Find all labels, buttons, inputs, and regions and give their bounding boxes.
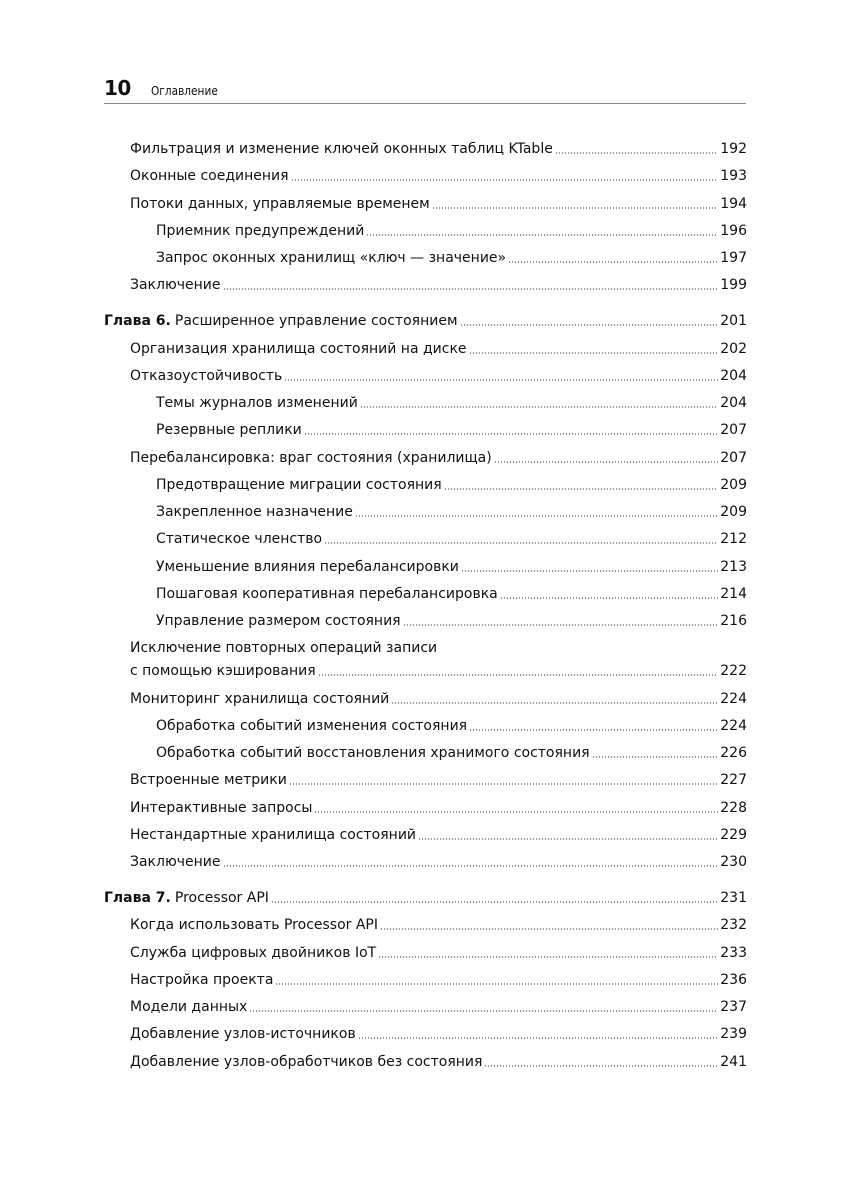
toc-entry	[104, 1024, 747, 1044]
page-number: 10	[104, 76, 131, 100]
toc-leader-dots	[358, 1037, 719, 1039]
toc-leader-dots	[380, 928, 718, 930]
toc-entry-title: Резервные реплики	[156, 422, 302, 439]
toc-entry	[104, 339, 747, 359]
toc-entry-title: Перебалансировка: враг состояния (хранилища)	[130, 449, 492, 466]
toc-chapter-label: Глава 6.	[104, 313, 171, 330]
toc-entry-title: Фильтрация и изменение ключей оконных таблиц KTable	[130, 141, 553, 157]
toc-entry-title: Настройка проекта	[130, 971, 274, 988]
toc-entry-page: 199	[720, 277, 747, 294]
toc-entry-page: 202	[720, 340, 747, 357]
toc-leader-dots	[360, 406, 718, 408]
toc-leader-dots	[304, 433, 718, 435]
toc-entry	[104, 366, 747, 386]
toc-entry	[104, 557, 747, 577]
toc-entry-title: Обработка событий изменения состояния	[156, 717, 468, 734]
toc-chapter-label: Глава 7.	[104, 890, 171, 906]
toc-leader-dots	[324, 542, 718, 544]
toc-entry	[104, 166, 747, 186]
toc-entry	[104, 529, 747, 549]
toc-leader-dots	[494, 461, 719, 463]
toc-leader-dots	[403, 624, 719, 626]
toc-entry	[104, 743, 747, 763]
toc-entry-page: 236	[720, 971, 747, 988]
toc-leader-dots	[378, 956, 718, 958]
toc-leader-dots	[318, 674, 719, 676]
toc-entry-page: 232	[720, 917, 747, 934]
toc-entry-title: Нестандартные хранилища состояний	[130, 826, 417, 843]
toc-entry-page: 207	[720, 422, 747, 439]
toc-leader-dots	[271, 901, 718, 903]
toc-entry-title: Закрепленное назначение	[156, 504, 353, 520]
toc-entry-title: Когда использовать Processor API	[130, 917, 379, 934]
toc-entry-page: 204	[720, 367, 747, 384]
toc-entry-title: Интерактивные запросы	[130, 799, 313, 816]
toc-entry-page: 212	[720, 531, 747, 548]
toc-entry-title: Обработка событий восстановления хранимого состояния	[156, 745, 590, 761]
toc-entry	[104, 798, 747, 818]
toc-entry-page: 216	[720, 613, 747, 629]
toc-entry-page: 229	[720, 826, 747, 843]
toc-leader-dots	[461, 570, 718, 572]
toc-entry-title: Статическое членство	[156, 531, 323, 548]
toc-entry-title: Организация хранилища состояний на диске	[130, 340, 467, 357]
page-header	[104, 76, 746, 103]
toc-entry	[104, 194, 747, 214]
toc-entry	[104, 584, 747, 604]
toc-leader-dots	[249, 1010, 718, 1012]
toc-entry-page: 207	[720, 449, 747, 466]
toc-entry	[104, 420, 747, 440]
toc-entry-page: 201	[720, 313, 747, 330]
toc-entry-title: Расширенное управление состоянием	[174, 313, 458, 330]
toc-entry-page: 194	[720, 195, 747, 212]
toc-entry	[104, 248, 747, 268]
toc-entry-title: Приемник предупреждений	[156, 222, 365, 239]
toc-chapter-entry	[104, 888, 747, 908]
toc-entry-title: Темы журналов изменений	[156, 395, 358, 411]
toc-entry-page: 196	[720, 222, 747, 239]
toc-entry-page: 222	[720, 663, 747, 680]
toc-leader-dots	[418, 838, 718, 840]
toc-entry-title: Уменьшение влияния перебалансировки	[156, 558, 459, 575]
toc-entry-title: Предотвращение миграции состояния	[156, 476, 442, 493]
toc-leader-dots	[592, 756, 719, 758]
toc-entry-page: 231	[720, 890, 747, 906]
toc-leader-dots	[432, 207, 719, 209]
toc-leader-dots	[275, 983, 718, 985]
toc-leader-dots	[291, 179, 719, 181]
toc-entry-title: Добавление узлов-источников	[130, 1026, 356, 1043]
toc-entry	[104, 475, 747, 495]
toc-entry	[104, 393, 747, 413]
toc-entry-title: Встроенные метрики	[130, 772, 287, 789]
toc-entry	[104, 997, 747, 1017]
toc-entry-page: 237	[720, 999, 747, 1015]
toc-entry	[104, 970, 747, 990]
toc-entry	[104, 611, 747, 631]
toc-entry	[104, 943, 747, 963]
toc-entry-page: 193	[720, 168, 747, 185]
toc-entry-title: Модели данных	[130, 999, 248, 1015]
toc-entry-title: Processor API	[174, 890, 269, 906]
toc-entry-title: Управление размером состояния	[156, 613, 401, 629]
toc-entry	[104, 689, 747, 709]
toc-entry-line2	[130, 661, 747, 681]
toc-leader-dots	[391, 702, 718, 704]
toc-entry-title-cont: с помощью кэширования	[130, 663, 316, 680]
toc-leader-dots	[469, 352, 719, 354]
toc-leader-dots	[223, 288, 719, 290]
toc-leader-dots	[469, 729, 718, 731]
toc-leader-dots	[444, 488, 719, 490]
toc-leader-dots	[284, 379, 718, 381]
toc-entry	[104, 915, 747, 935]
toc-entry	[104, 502, 747, 522]
toc-leader-dots	[500, 597, 719, 599]
toc-entry-page: 204	[720, 395, 747, 411]
toc-entry	[104, 139, 747, 159]
toc-entry-title: Отказоустойчивость	[130, 367, 283, 384]
running-title: Оглавление	[150, 84, 218, 98]
toc-chapter-entry	[104, 311, 747, 331]
toc-entry	[104, 448, 747, 468]
toc-entry-page: 209	[720, 504, 747, 520]
toc-leader-dots	[223, 865, 719, 867]
toc-entry-title: Служба цифровых двойников IoT	[130, 944, 377, 961]
toc-entry-page: 214	[720, 585, 747, 602]
toc-entry-page: 233	[720, 944, 747, 961]
toc-leader-dots	[289, 783, 718, 785]
toc-entry-page: 213	[720, 558, 747, 575]
toc-leader-dots	[355, 515, 718, 517]
toc-entry-title: Заключение	[130, 277, 221, 294]
toc-entry	[104, 1052, 747, 1072]
toc-entry-title: Оконные соединения	[130, 168, 289, 185]
toc-entry-page: 226	[720, 745, 747, 761]
toc-entry	[104, 716, 747, 736]
toc-entry-page: 192	[720, 141, 747, 157]
toc-entry-title: Запрос оконных хранилищ «ключ — значение»	[156, 250, 507, 266]
toc-entry	[104, 825, 747, 845]
toc-entry-title: Исключение повторных операций записи	[130, 640, 438, 657]
table-of-contents	[104, 139, 747, 1072]
toc-entry-page: 241	[720, 1053, 747, 1070]
toc-entry-page: 209	[720, 476, 747, 493]
header-divider	[104, 103, 746, 104]
toc-entry-page: 197	[720, 250, 747, 266]
toc-leader-dots	[314, 811, 718, 813]
toc-entry-page: 239	[720, 1026, 747, 1043]
toc-entry-page: 224	[720, 717, 747, 734]
toc-entry-title: Мониторинг хранилища состояний	[130, 690, 390, 707]
toc-entry-title: Пошаговая кооперативная перебалансировка	[156, 585, 498, 602]
toc-leader-dots	[460, 324, 719, 326]
toc-entry-title: Добавление узлов-обработчиков без состояния	[130, 1053, 483, 1070]
toc-entry	[104, 770, 747, 790]
toc-entry-title: Потоки данных, управляемые временем	[130, 195, 430, 212]
toc-leader-dots	[555, 152, 718, 154]
toc-entry	[104, 221, 747, 241]
toc-entry-page: 224	[720, 690, 747, 707]
toc-entry	[104, 852, 747, 872]
toc-entry-page: 230	[720, 854, 747, 870]
toc-entry	[104, 275, 747, 295]
toc-entry-page: 227	[720, 772, 747, 789]
toc-leader-dots	[366, 234, 718, 236]
toc-entry-title: Заключение	[130, 854, 221, 870]
toc-entry-page: 228	[720, 799, 747, 816]
toc-leader-dots	[508, 261, 718, 263]
toc-leader-dots	[484, 1065, 718, 1067]
toc-entry	[104, 638, 747, 681]
